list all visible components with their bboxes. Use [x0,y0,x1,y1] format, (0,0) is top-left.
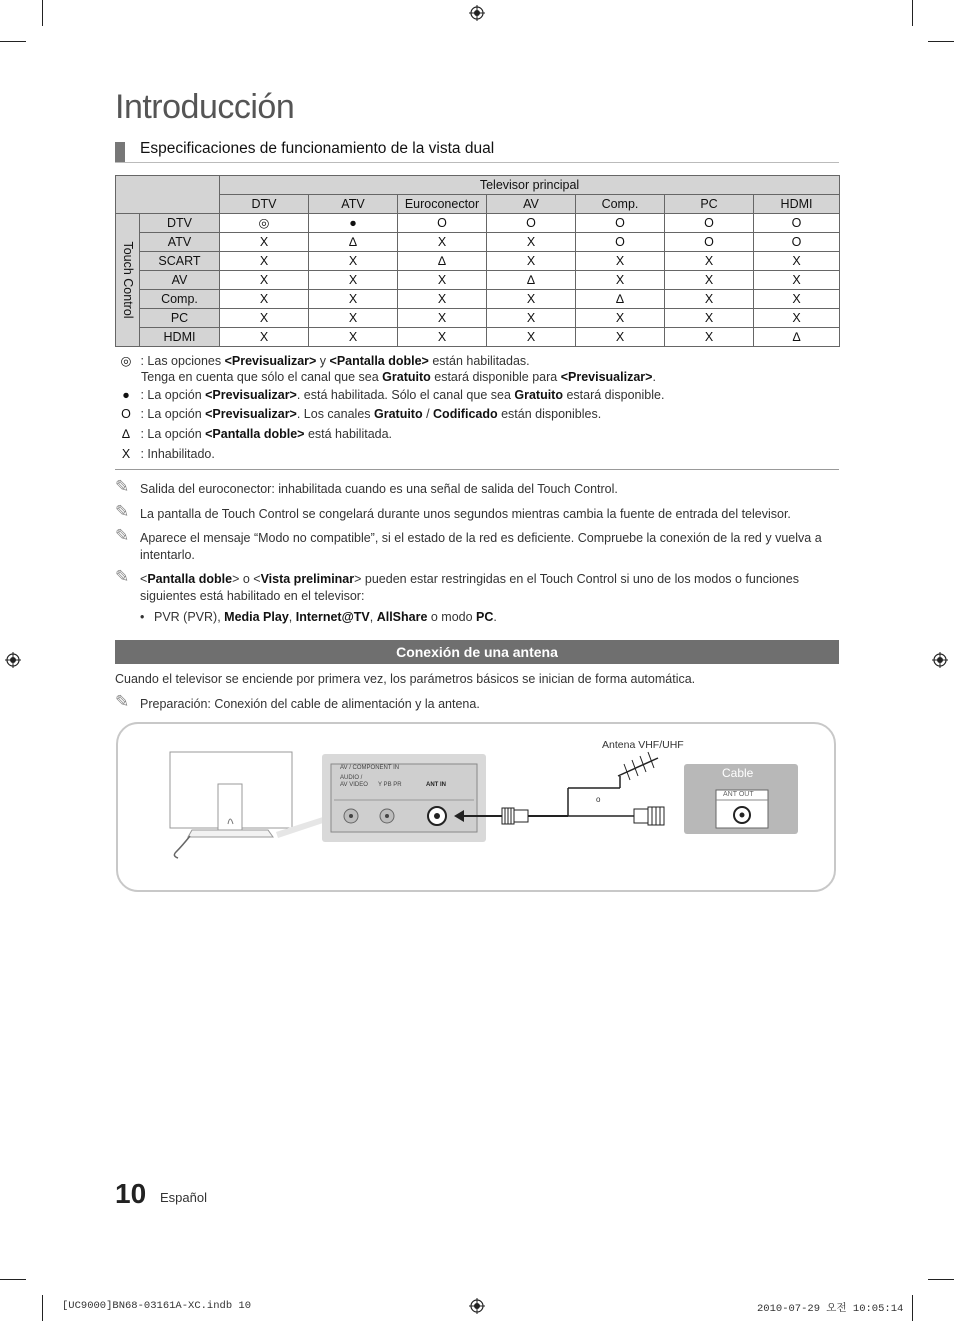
note: ✎ Preparación: Conexión del cable de alimentación y la antena. [115,692,480,711]
or-label: o [596,795,601,804]
table-cell: O [665,233,754,252]
table-cell: X [220,328,309,347]
table-cell: ∆ [576,290,665,309]
legend-item-continuation: Tenga en cuenta que sólo el canal que sea Gratuito estará disponible para <Previsualizar>. [141,370,656,384]
table-cell: X [398,233,487,252]
crop-mark [928,41,954,42]
table-cell: X [309,271,398,290]
table-group-header: Televisor principal [220,176,840,195]
cable-label: Cable [722,766,754,780]
table-cell: O [398,214,487,233]
table-cell: X [309,328,398,347]
legend-item: X : Inhabilitado. [115,447,215,461]
registration-mark-icon [469,5,485,21]
row-group-label-text: Touch Control [120,241,135,319]
table-cell: X [398,328,487,347]
panel-avvideo-label: AV VIDEO [340,782,368,788]
table-cell: ◎ [220,214,309,233]
table-cell: X [220,233,309,252]
table-row-header: AV [140,271,220,290]
antenna-label: Antena VHF/UHF [602,739,684,751]
table-cell: X [665,271,754,290]
row-group-label [116,214,140,347]
note: ✎ Aparece el mensaje “Modo no compatible”, si el estado de la red es deficiente. Compruebe la conexión de la red y vuelva a intentarlo. [115,526,822,562]
legend-item: ◎ : Las opciones <Previsualizar> y <Pantalla doble> están habilitadas. [115,353,530,368]
table-cell: O [576,214,665,233]
table-cell: X [487,290,576,309]
antenna-connection-illustration [118,724,834,890]
antenna-intro: Cuando el televisor se enciende por primera vez, los parámetros básicos se inician de forma automática. [115,672,696,686]
table-cell: ∆ [754,328,840,347]
note: ✎ <Pantalla doble> o <Vista preliminar> pueden estar restringidas en el Touch Control si uno de los modos o funciones siguientes está habilitado en el televisor: [115,567,799,603]
legend-item: ∆ : La opción <Pantalla doble> está habilitada. [115,427,392,441]
table-cell: O [487,214,576,233]
table-cell: X [576,252,665,271]
panel-av-label: AV / COMPONENT IN [340,765,400,771]
table-column-header: AV [487,195,576,214]
crop-mark [42,0,43,26]
page-number: 10 [115,1178,147,1209]
table-row-header: SCART [140,252,220,271]
page-language: Español [160,1190,207,1205]
table-row [116,309,840,328]
dual-view-spec-table [115,175,840,347]
table-row [116,233,840,252]
pencil-note-icon: ✎ [115,692,130,711]
ant-out-label: ANT OUT [723,791,754,798]
table-column-header: Euroconector [398,195,487,214]
table-row-header: Comp. [140,290,220,309]
table-row [116,271,840,290]
panel-ypbpr-label: Y PB PR [378,782,402,788]
table-row [116,290,840,309]
table-cell: X [754,252,840,271]
section-heading-bar [115,142,125,162]
table-cell: X [398,290,487,309]
panel-antin-label: ANT IN [426,782,446,788]
table-cell: X [754,290,840,309]
legend-item: ● : La opción <Previsualizar>. está habilitada. Sólo el canal que sea Gratuito estará disponible. [115,388,664,402]
table-row [116,328,840,347]
legend-item: O : La opción <Previsualizar>. Los canales Gratuito / Codificado están disponibles. [115,407,601,421]
table-row-header: PC [140,309,220,328]
table-header-row [116,195,840,214]
crop-mark [912,1295,913,1321]
legend-symbol: O [121,407,131,421]
antenna-section-band: Conexión de una antena [115,640,839,664]
note-bullet: • PVR (PVR), Media Play, Internet@TV, AllShare o modo PC. [140,610,497,624]
table-cell: X [576,328,665,347]
table-cell: ● [309,214,398,233]
legend-symbol: ◎ [120,354,132,368]
crop-mark [928,1279,954,1280]
table-column-header: PC [665,195,754,214]
table-cell: X [309,290,398,309]
note: ✎ Salida del euroconector: inhabilitada cuando es una señal de salida del Touch Control. [115,477,618,496]
print-slug-right: 2010-07-29 오전 10:05:14 [757,1303,904,1315]
pencil-note-icon: ✎ [115,567,130,586]
legend-symbol: ∆ [122,427,130,441]
table-cell: X [576,309,665,328]
table-cell: X [309,309,398,328]
table-cell: O [576,233,665,252]
table-row [116,252,840,271]
table-row-header: HDMI [140,328,220,347]
note: ✎ La pantalla de Touch Control se congelará durante unos segundos mientras cambia la fuente de entrada del televisor. [115,502,791,521]
page-title: Introducción [115,88,295,126]
pencil-note-icon: ✎ [115,477,130,496]
pencil-note-icon: ✎ [115,526,130,545]
table-cell: X [220,252,309,271]
registration-mark-icon [932,652,948,668]
table-cell: O [754,233,840,252]
table-cell: X [487,328,576,347]
table-row-header: ATV [140,233,220,252]
table-cell: X [220,309,309,328]
table-row-header: DTV [140,214,220,233]
table-cell: X [487,252,576,271]
bullet-icon: • [140,610,145,624]
table-cell: X [487,309,576,328]
table-column-header: DTV [220,195,309,214]
table-cell: X [398,309,487,328]
table-cell: X [220,271,309,290]
table-cell: X [487,233,576,252]
pencil-note-icon: ✎ [115,502,130,521]
legend-symbol: X [121,447,131,461]
registration-mark-icon [5,652,21,668]
table-column-header: Comp. [576,195,665,214]
panel-audio-label: AUDIO / [340,775,363,781]
table-cell: X [754,271,840,290]
table-cell: ∆ [398,252,487,271]
table-cell: X [398,271,487,290]
table-cell: ∆ [309,233,398,252]
table-cell: X [665,290,754,309]
table-cell: X [576,271,665,290]
table-cell: X [665,252,754,271]
section-heading [115,140,839,163]
crop-mark [42,1295,43,1321]
table-column-header: HDMI [754,195,840,214]
table-cell: ∆ [487,271,576,290]
registration-mark-icon [469,1298,485,1314]
print-slug-left: [UC9000]BN68-03161A-XC.indb 10 [62,1300,252,1312]
crop-mark [912,0,913,26]
table-cell: X [754,309,840,328]
table-cell: O [665,214,754,233]
antenna-connection-diagram [116,722,836,892]
table-row [116,214,840,233]
table-cell: X [220,290,309,309]
crop-mark [0,41,26,42]
table-cell: X [665,309,754,328]
section-heading-text: Especificaciones de funcionamiento de la vista dual [140,140,495,157]
table-column-header: ATV [309,195,398,214]
table-corner-cell [116,176,220,214]
divider [115,469,839,470]
table-cell: X [665,328,754,347]
crop-mark [0,1279,26,1280]
table-cell: O [754,214,840,233]
legend-symbol: ● [122,388,130,402]
table-cell: X [309,252,398,271]
